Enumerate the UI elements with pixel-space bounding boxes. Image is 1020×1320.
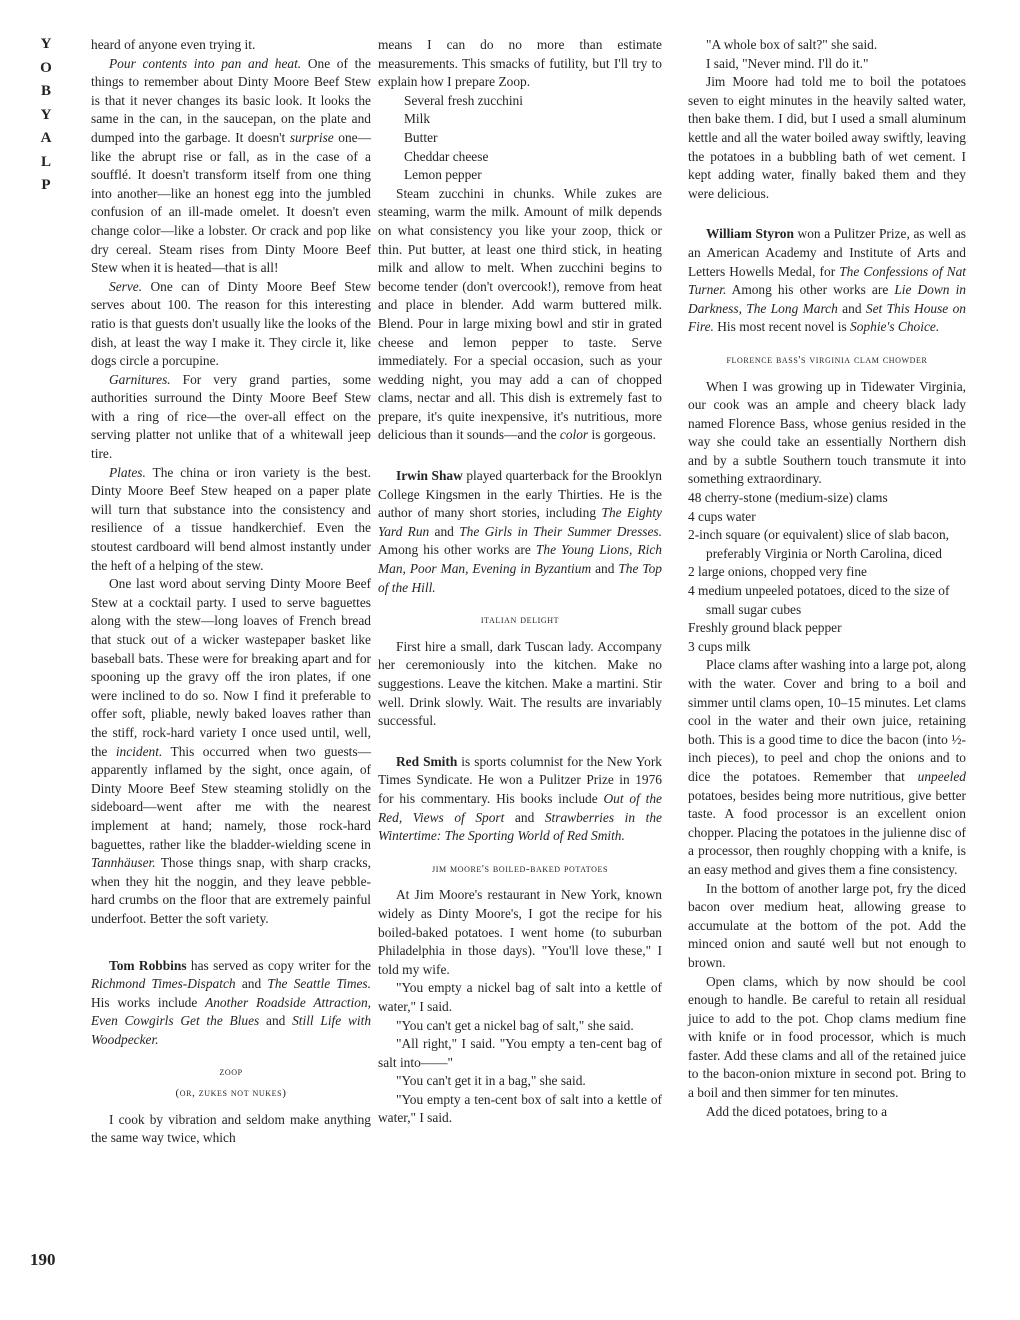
text-run: and [504,809,545,825]
text-run: One can of Dinty Moore Beef Stew serves about 100. The reason for this interesting ratio is that guests don't usually like the looks of the dish, at least the way I make it. They circle it, like dogs circle a porcupine. [91,278,371,369]
ingredient: Milk [404,111,431,127]
column-1 [91,36,371,1148]
text-run: Among his other works are [726,282,895,298]
recipe-title: jim moore's boiled-baked potatoes [431,862,609,875]
ingredient: Several fresh zucchini [404,92,523,108]
italic-run: Another Roadside Attraction, Even Cowgirls Get the Blues [91,994,371,1029]
paragraph: "All right," I said. "You empty a ten-cent bag of salt into——" [378,1036,662,1070]
run-in-heading: Serve. [109,278,143,294]
text-run: His works include [91,994,206,1010]
author-bio [91,957,371,1050]
text-run: This occurred when two guests—apparently inflamed by the sight, once again, of Dinty Moore Beef Stew steaming stolidly on the sideboard—went after me with the nearest implement at hand; namely, those rock-hard baguettes, rather like the bladder-wielding scene in [91,743,371,852]
paragraph [91,55,371,278]
paragraph [91,464,371,576]
italic-run: surprise [289,129,334,145]
italic-run: Richmond Times-Dispatch [91,976,236,992]
text-run: and [429,523,460,539]
paragraph: Add the diced potatoes, bring to a [706,1103,888,1119]
text-run: One last word about serving Dinty Moore Beef Stew at a cocktail party. I used to serve baguettes along with the stew—long loaves of French bread that stuck out of a wicker wastepaper basket like baseball bats. These were for breaking apart and for spooning up the gravy off the iron plates, if one were inclined to do so. Now I find it preferable to offer soft, pliable, newly baked loaves rather than the stiff, rock-hard variety I once used until, well, the [91,576,371,759]
text-run: and [259,1013,293,1029]
author-name: Red Smith [396,753,458,769]
author-bio [378,753,662,846]
paragraph: "You empty a nickel bag of salt into a kettle of water," I said. [378,980,662,1014]
ingredient: Butter [404,129,438,145]
paragraph [91,575,371,928]
ingredient: Freshly ground black pepper [688,620,842,636]
paragraph: heard of anyone even trying it. [91,37,256,52]
column-2 [378,36,662,1128]
paragraph: I cook by vibration and seldom make anything the same way twice, which [91,1111,371,1146]
paragraph [91,371,371,464]
author-name: William Styron [706,226,794,242]
ingredient: 4 medium unpeeled potatoes, diced to the size of small sugar cubes [688,583,950,617]
paragraph: In the bottom of another large pot, fry the diced bacon over medium heat, allowing grease to accumulate at the bottom of the pot. Add the minced onion and sauté well but not enough to brown. [688,880,966,970]
paragraph [378,185,662,445]
italic-run: The Girls in Their Summer Dresses. [459,523,662,539]
author-name: Irwin Shaw [396,468,463,484]
recipe-title: florence bass's virginia clam chowder [726,353,928,366]
ingredient: 3 cups milk [688,638,751,654]
text-run: and [837,300,866,316]
italic-run: The Eighty Yard Run [378,505,662,539]
text-run: one—like the abrupt rise or fall, as in the case of a soufflé. It doesn't transform itself from one thing into another—like an honest egg into the jumbled confusion of an ill-made omelet. It doesn't even change color—like a lobster. Or crack and pop like dry cereal. Steam rises from Dinty Moore Beef Stew when it is heated—that is all! [91,129,371,276]
text-run: and [235,976,268,992]
italic-run: Lie Down in Darkness, The Long March [688,282,966,316]
italic-run: The Top of the Hill. [378,561,663,595]
text-run: has served as copy writer for the [186,957,371,973]
run-in-heading: Pour contents into pan and heat. [109,55,302,71]
paragraph [91,278,371,371]
recipe-subtitle: (or, zukes not nukes) [175,1087,287,1100]
text-run: is gorgeous. [588,427,656,443]
page-number: 190 [30,1250,56,1269]
recipe-title: zoop [219,1066,243,1079]
italic-run: unpeeled [917,768,966,784]
paragraph: "A whole box of salt?" she said. [706,37,878,52]
column-3 [688,36,966,1121]
ingredient: Cheddar cheese [404,148,489,164]
text-run: played quarterback for the Brooklyn College Kingsmen in the early Thirties. He is the author of many short stories, including [378,468,663,521]
masthead-letter: Y [40,106,52,123]
paragraph: Open clams, which by now should be cool enough to handle. Be careful to retain all residual juice to add to the pot. Chop clams medium fine with knife or in food processor, which is much faster. Add these clams and all of the retained juice to the bacon-onion mixture in second pot. Bring to a boil and then simmer for ten minutes. [688,973,966,1101]
paragraph: "You empty a ten-cent box of salt into a kettle of water," I said. [378,1091,662,1126]
paragraph: When I was growing up in Tidewater Virginia, our cook was an ample and cheery black lady named Florence Bass, whose genius resided in the way she could take an essentially Northern dish and by a subtle Southern touch transmute it into something extraordinary. [688,378,966,487]
italic-run: The Young Lions, Rich Man, Poor Man, Evening in Byzantium [378,542,662,577]
ingredient: Lemon pepper [404,167,482,183]
paragraph [688,656,966,879]
text-run: potatoes, besides being more nutritious, give better taste. A food processor is an excellent onion chopper. Placing the potatoes in the julienne disc of a processor, then roughly chopping with a knife, is an easy method and gives them a fine consistency. [688,787,966,877]
paragraph: I said, "Never mind. I'll do it." [706,55,869,71]
masthead-letter: A [40,130,52,146]
text-run: Place clams after washing into a large pot, along with the water. Cover and bring to a boil and simmer until clams open, 10–15 minutes. Let clams cool in the water and their own juice, retaining both. This is a good time to dice the bacon (into ½-inch pieces), to peel and chop the onions and to dice the potatoes. Remember that [688,657,966,784]
text-run: Steam zucchini in chunks. While zukes are steaming, warm the milk. Amount of milk depends on what consistency you like your zoop, thick or thin. Put butter, at least one third stick, in heating milk and allow to melt. When zucchini begins to become tender (don't overcook!), remove from heat and place in blender. Add warm buttered milk. Blend. Pour in large mixing bowl and stir in grated cheese and lemon pepper to taste. Serve immediately. For a special occasion, such as your wedding night, you may add a can of chopped clams, nectar and all. This dish is extremely fast to prepare, it's quite inexpensive, it's nutritious, more delicious than it sounds—and the [378,185,662,443]
italic-run: Out of the Red, Views of Sport [378,790,662,825]
paragraph: At Jim Moore's restaurant in New York, known widely as Dinty Moore's, I got the recipe for his boiled-baked potatoes. I went home (to suburban Philadelphia in those days). "You'll love these," I told my wife. [378,887,662,977]
paragraph: means I can do no more than estimate measurements. This smacks of futility, but I'll try to explain how I prepare Zoop. [378,37,662,90]
italic-run: color [559,427,589,443]
text-run: One of the things to remember about Dinty Moore Beef Stew is that it never changes its basic look. It looks the same in the can, in the saucepan, on the plate and dumped into the garbage. It doesn't [91,55,371,145]
ingredient: 2 large onions, chopped very fine [688,564,867,580]
masthead-letter: O [40,59,52,76]
masthead-vertical [33,33,59,198]
recipe-title: italian delight [480,614,560,627]
italic-run: Sophie's Choice. [850,319,940,335]
italic-run: The Seattle Times. [267,976,371,992]
italic-run: The Confessions of Nat Turner. [688,263,966,298]
run-in-heading: Plates. [109,464,146,480]
italic-run: Strawberries in the Wintertime: The Sporting World of Red Smith. [378,809,662,844]
run-in-heading: Garnitures. [109,371,171,387]
masthead-letter: Y [40,36,52,52]
author-bio [688,225,966,337]
paragraph: Jim Moore had told me to boil the potatoes seven to eight minutes in the heavily salted water, then bake them. I did, but I used a small aluminum kettle and all the water boiled away swiftly, leaving the potatoes in a bubbling bath of wet cement. I kept adding water, finally baked them and they were delicious. [688,74,966,201]
paragraph: "You can't get a nickel bag of salt," she said. [396,1017,634,1033]
text-run: The china or iron variety is the best. Dinty Moore Beef Stew heaped on a paper plate will turn that substance into the consistency and resilience of a tissue handkerchief. Even the stoutest cardboard will bend almost instantly under the heft of a helping of the stew. [91,464,371,573]
ingredient: 2-inch square (or equivalent) slice of slab bacon, preferably Virginia or North Carolina, diced [688,527,950,561]
text-run: For very grand parties, some authorities surround the Dinty Moore Beef Stew with a ring of rice—the over-all effect on the serving platter not unlike that of a whitewall jeep tire. [91,371,371,462]
author-name: Tom Robbins [109,957,187,973]
text-run: His most recent novel is [713,319,851,335]
paragraph: First hire a small, dark Tuscan lady. Accompany her ceremoniously into the kitchen. Make no suggestions. Leave the kitchen. Make a martini. Stir well. Drink slowly. Wait. The results are invariably successful. [378,638,662,729]
ingredient: 4 cups water [688,508,756,524]
italic-run: Tannhäuser. [91,855,156,871]
masthead-letter: P [41,177,51,193]
paragraph: "You can't get it in a bag," she said. [396,1073,586,1089]
italic-run: Still Life with Woodpecker. [91,1013,372,1047]
italic-run: Set This House on Fire. [688,300,967,335]
masthead-letter: B [40,83,51,99]
masthead-letter: L [40,153,51,170]
text-run: and [591,561,619,577]
text-run: Those things snap, with sharp cracks, when they hit the noggin, and they leave pebble-hard crumbs on the floor that are extremely painful underfoot. Better the soft variety. [91,855,371,926]
ingredient: 48 cherry-stone (medium-size) clams [688,490,888,506]
text-run: is sports columnist for the New York Times Syndicate. He won a Pulitzer Prize in 1976 for his commentary. His books include [378,753,662,806]
author-bio [378,467,662,597]
italic-run: incident. [115,743,163,759]
text-run: won a Pulitzer Prize, as well as an American Academy and Institute of Arts and Letters Howells Medal, for [688,226,966,279]
text-run: Among his other works are [378,542,536,558]
